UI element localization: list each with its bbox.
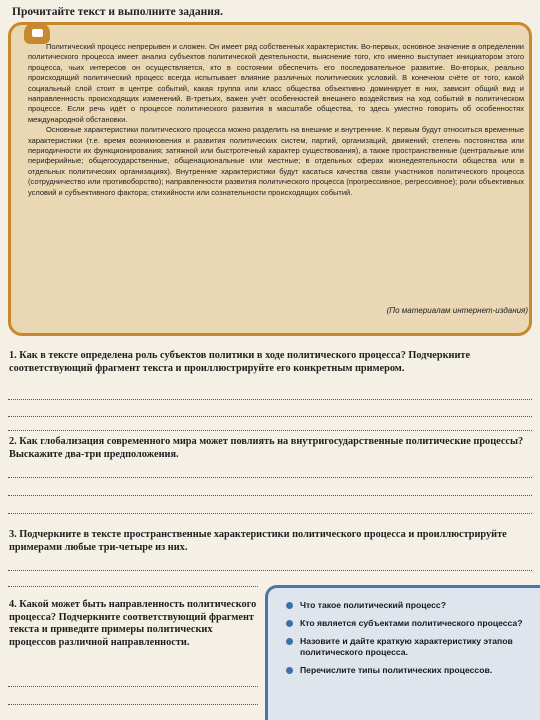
answer-line[interactable] [8,477,532,478]
review-item-text: Кто является субъектами политического процесса? [300,618,523,628]
review-item-text: Что такое политический процесс? [300,600,446,610]
answer-line[interactable] [8,430,532,431]
book-icon [24,22,50,44]
answer-line[interactable] [8,586,258,587]
review-item-text: Назовите и дайте краткую характеристику этапов политического процесса. [300,636,513,657]
review-item-text: Перечислите типы политических процессов. [300,665,493,675]
review-item [286,636,532,658]
review-item [286,600,532,611]
reading-paragraph-2: Основные характеристики политического процесса можно разделить на внешние и внутренние. К первым будут относиться временные характеристики (т.е. время возникновения и развития политических систем, партий, организаций, движений; степень постоянства или периодичности их функционирования; затяжной или быстротечный характер существования), а также пространственные (центральные или периферийные; общегосударственные, общенациональные или местные; в отдельных сферах жизнедеятельности общества или в отдельных политических организациях). Внутренние характеристики будут касаться качества связи участников политического процесса (сотрудничество или противоборство); направленности развития политического процесса (прогрессивное, регрессивное); роли объективных условий и субъективного фактора; стихийности или сознательности происходящих событий. [28,125,524,197]
bullet-icon [286,638,293,645]
review-questions-panel [265,585,540,720]
answer-line[interactable] [8,686,258,687]
instruction-heading: Прочитайте текст и выполните задания. [12,6,223,18]
answer-line[interactable] [8,399,532,400]
answer-line[interactable] [8,416,532,417]
bullet-icon [286,602,293,609]
source-citation: (По материалам интернет-издания) [386,306,528,315]
question-4: 4. Какой может быть направленность политического процесса? Подчеркните соответствующий фрагмент текста и приведите примеры политических процессов различной направленности. [9,599,257,648]
answer-line[interactable] [8,495,532,496]
reading-text [28,42,524,198]
answer-line[interactable] [8,570,532,571]
question-2: 2. Как глобализация современного мира может повлиять на внутригосударственные политические процессы? Выскажите два-три предположения. [9,436,524,460]
answer-line[interactable] [8,513,532,514]
question-1: 1. Как в тексте определена роль субъектов политики в ходе политического процесса? Подчеркните соответствующий фрагмент текста и проиллюстрируйте его конкретным примером. [9,350,471,374]
review-item [286,618,532,629]
question-3: 3. Подчеркните в тексте пространственные характеристики политического процесса и проиллюстрируйте примерами любые три-четыре из них. [9,529,507,553]
reading-paragraph-1: Политический процесс непрерывен и сложен. Он имеет ряд собственных характеристик. Во-первых, основное значение в определении политического процесса имеет анализ субъектов политической деятельности, выяснение того, кто именно выступает инициатором этого процесса, чьих интересов он осуществляется, кто в состоянии обеспечить его последовательное развитие. Во-вторых, реально происходящий политический процесс всегда испытывает влияние различных политических условий. В конечном счёте от того, какой социальный слой стоит в центре событий, какая группа или класс общества объективно доминирует в них, зависит общий вид и направленность происходящих изменений. В-третьих, важен учёт особенностей внешнего воздействия на ход событий в политическом процессе. Если речь идёт о процессе политического развития в масштабе общества, то здесь уместно говорить об особенностях международной обстановки. [28,42,524,124]
bullet-icon [286,620,293,627]
review-item [286,665,532,676]
bullet-icon [286,667,293,674]
answer-line[interactable] [8,704,258,705]
